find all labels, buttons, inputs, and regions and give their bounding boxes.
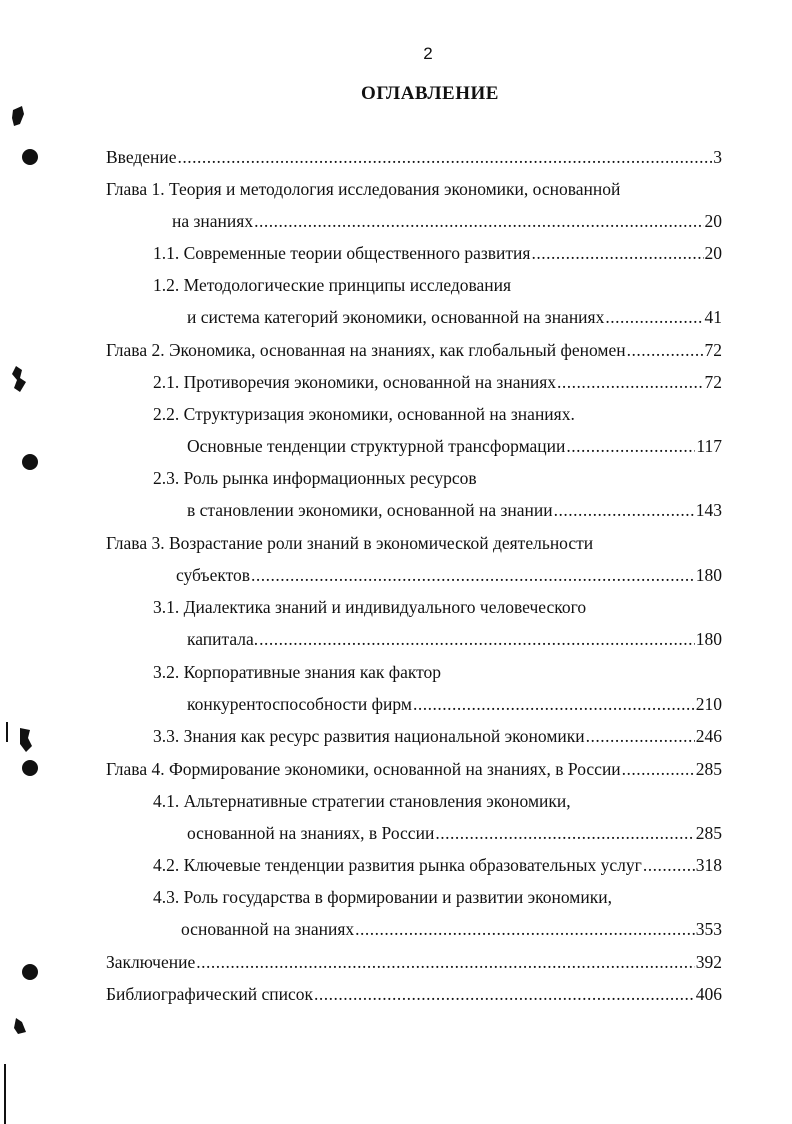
leader-dots [627,339,704,361]
toc-entry-section-1-2: и система категорий экономики, основанной на знаниях ..... 41 [187,306,722,328]
leader-dots [643,854,695,876]
page-number: 2 [423,44,433,63]
leader-dots [251,564,695,586]
leader-dots [259,628,695,650]
toc-entry-chapter-4: Глава 4. Формирование экономики, основанной на знаниях, в России ..... 285 [106,758,722,780]
toc-entry-section-3-2-line1: 3.2. Корпоративные знания как фактор [153,662,442,682]
toc-entry-section-1-1: 1.1. Современные теории общественного развития ..... 20 [153,242,722,264]
leader-dots [196,951,695,973]
leader-dots [605,306,703,328]
toc-entry-section-3-2: конкурентоспособности фирм ..... 210 [187,693,722,715]
leader-dots [554,499,695,521]
toc-entry-section-2-2: Основные тенденции структурной трансформации ..... 117 [187,435,722,457]
leader-dots [557,371,704,393]
leader-dots [314,983,695,1005]
toc-entry-section-4-3-line1: 4.3. Роль государства в формировании и развитии экономики, [153,887,612,907]
toc-entry-section-2-3-line1: 2.3. Роль рынка информационных ресурсов [153,468,477,488]
page-title: ОГЛАВЛЕНИЕ [361,83,499,104]
leader-dots [622,758,695,780]
toc-entry-section-4-1-line1: 4.1. Альтернативные стратегии становления экономики, [153,791,571,811]
toc-entry-bibliography: Библиографический список ..... 406 [106,983,722,1005]
leader-dots [178,146,713,168]
toc-entry-introduction: Введение ..... 3 [106,146,722,168]
toc-entry-section-4-3: основанной на знаниях ..... 353 [181,918,722,940]
toc-entry-section-3-1: капитала. ..... 180 [187,628,722,650]
toc-entry-conclusion: Заключение ..... 392 [106,951,722,973]
leader-dots [531,242,703,264]
toc-entry-chapter-3: субъектов ..... 180 [176,564,722,586]
toc-entry-section-2-1: 2.1. Противоречия экономики, основанной на знаниях ..... 72 [153,371,722,393]
toc-entry-section-2-3: в становлении экономики, основанной на знании ..... 143 [187,499,722,521]
toc-entry-section-4-2: 4.2. Ключевые тенденции развития рынка образовательных услуг ..... 318 [153,854,722,876]
leader-dots [254,210,703,232]
toc-entry-section-3-3: 3.3. Знания как ресурс развития национальной экономики ..... 246 [153,725,722,747]
leader-dots [413,693,695,715]
toc-entry-chapter-1: на знаниях ..... 20 [172,210,722,232]
toc-entry-chapter-1-line1: Глава 1. Теория и методология исследования экономики, основанной [106,179,621,199]
leader-dots [355,918,695,940]
leader-dots [435,822,694,844]
toc-entry-section-4-1: основанной на знаниях, в России ..... 285 [187,822,722,844]
leader-dots [566,435,695,457]
toc-entry-section-3-1-line1: 3.1. Диалектика знаний и индивидуального человеческого [153,597,587,617]
toc-entry-chapter-3-line1: Глава 3. Возрастание роли знаний в экономической деятельности [106,533,594,553]
leader-dots [586,725,695,747]
toc-entry-section-1-2-line1: 1.2. Методологические принципы исследования [153,275,512,295]
toc-entry-section-2-2-line1: 2.2. Структуризация экономики, основанной на знаниях. [153,404,575,424]
toc-entry-chapter-2: Глава 2. Экономика, основанная на знаниях, как глобальный феномен ..... 72 [106,339,722,361]
